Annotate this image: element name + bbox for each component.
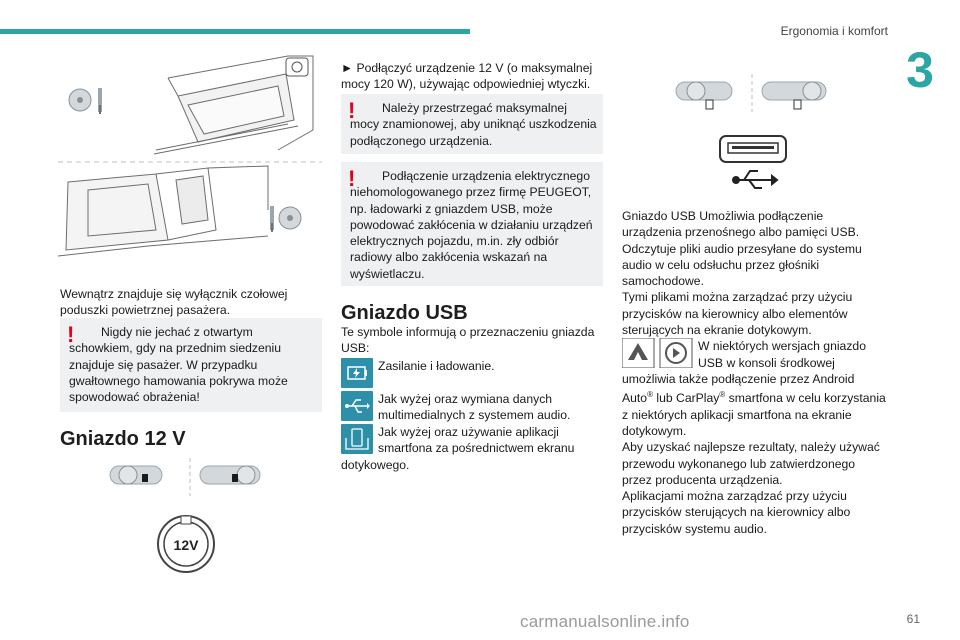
symbol-power-text: Zasilanie i ładowanie. [378, 359, 495, 373]
steering-wheel-icon-3 [110, 466, 162, 484]
warning-text: Nigdy nie jechać z otwartym schowkiem, gdy na przednim siedzeniu znajduje się pasażer. W przypadku gwałtownego hamowania pokrywa może spowodować obrażenia! [69, 325, 288, 405]
socket-12v-heading: Gniazdo 12 V [60, 428, 186, 450]
warning-icon-3: ! [348, 166, 356, 191]
warning-text-3: Podłączenie urządzenia elektrycznego niehomologowanego przez firmę PEUGEOT, np. ładowarki z gniazdem USB, może powodować zakłócenia w działaniu urządzeń elektrycznych pojazdu, m.in. zły odbiór radiowy albo zakłócenia wskazań na wyświetlaczu. [350, 169, 593, 281]
usb-paragraph-5: Aby uzyskać najlepsze rezultaty, należy używać przewodu wykonanego lub zatwierdzonego przez producenta urządzenia. [622, 440, 880, 487]
registered-mark-2: ® [719, 390, 726, 400]
symbol-smartphone-text [341, 424, 603, 473]
data-symbol [341, 391, 373, 421]
symbol-smartphone-label: Jak wyżej oraz używanie aplikacji smartfona za pośrednictwem ekranu dotykowego. [341, 425, 575, 472]
usb-paragraph-4 [622, 338, 886, 439]
usb-paragraph-4-b: lub CarPlay [652, 391, 720, 406]
usb-symbol-icon [733, 171, 777, 188]
steering-wheel-icon-2 [270, 206, 301, 232]
usb-description [622, 208, 886, 537]
page-number: 61 [906, 612, 920, 626]
steering-wheel-icon-5 [676, 82, 732, 109]
usb-paragraph-1: Gniazdo USB Umożliwia podłączenie urządzenia przenośnego albo pamięci USB. [622, 209, 860, 240]
registered-mark-1: ® [647, 390, 653, 400]
airbag-switch-icon [286, 58, 308, 76]
watermark: carmanualsonline.info [520, 612, 690, 631]
glovebox-illustration [58, 50, 322, 260]
socket-12v-icon [158, 516, 214, 572]
steering-wheel-icon-6 [762, 82, 826, 109]
usb-icon [341, 391, 373, 421]
section-title: Ergonomia i komfort [780, 24, 888, 38]
warning-text-2: Należy przestrzegać maksymalnej mocy znamionowej, aby uniknąć uszkodzenia podłączonego urządzenia. [350, 101, 597, 148]
socket-12v-illustration [108, 458, 278, 576]
symbol-data-text: Jak wyżej oraz wymiana danych multimedialnych z systemem audio. [378, 392, 571, 423]
socket-label: 12V [173, 537, 199, 553]
chapter-number: 3 [906, 42, 934, 98]
usb-paragraph-2: Odczytuje pliki audio przesyłane do systemu audio w celu odsłuchu przez głośniki samochodowe. [622, 241, 862, 289]
warning-box-3 [341, 162, 603, 286]
warning-box-2 [341, 94, 603, 154]
usb-intro: Te symbole informują o przeznaczeniu gniazda USB: [341, 325, 595, 356]
android-carplay-icons [622, 338, 698, 370]
warning-icon: ! [67, 322, 75, 347]
steering-wheel-icon [69, 88, 102, 114]
usb-paragraph-6: Aplikacjami można zarządzać przy użyciu przycisków sterujących na kierownicy albo przycisków systemu audio. [622, 489, 851, 536]
power-charging-symbol [341, 358, 373, 388]
header-accent-bar [0, 29, 470, 34]
usb-port-icon [720, 136, 786, 162]
usb-heading: Gniazdo USB [341, 302, 468, 324]
battery-icon [341, 358, 373, 388]
android-auto-icon [622, 338, 694, 368]
usb-paragraph-3: Tymi plikami można zarządzać przy użyciu przycisków na kierownicy albo elementów sterujących na ekranie dotykowym. [622, 290, 853, 338]
glovebox-paragraph: Wewnątrz znajduje się wyłącznik czołowej poduszki powietrznej pasażera. [60, 287, 288, 318]
warning-box [60, 318, 322, 412]
usb-paragraph-4-a: W niektórych wersjach gniazdo USB w konsoli środkowej umożliwia także podłączenie przez Android Auto [622, 339, 866, 406]
usb-socket-illustration [672, 70, 842, 192]
step-connect: ► Podłączyć urządzenie 12 V (o maksymalnej mocy 120 W), używając odpowiedniej wtyczki. [341, 61, 593, 92]
usb-paragraph-4-c: smartfona w celu korzystania z niektórych aplikacji smartfona na ekranie dotykowym. [622, 391, 886, 438]
warning-icon-2: ! [348, 98, 356, 123]
steering-wheel-icon-4 [200, 466, 260, 484]
